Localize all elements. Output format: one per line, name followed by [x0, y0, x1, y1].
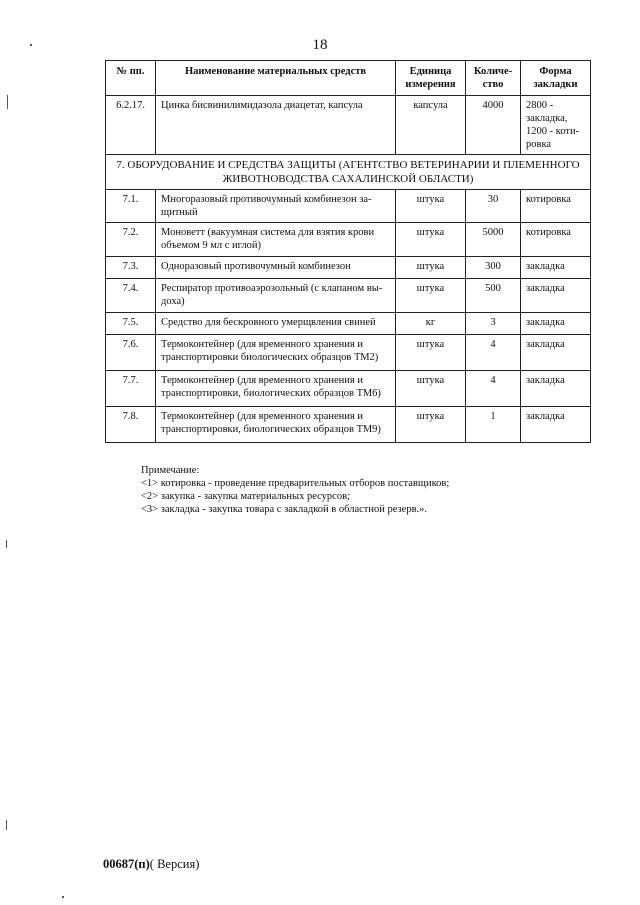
- row-form: котировка: [521, 223, 591, 257]
- table-row: [106, 407, 591, 443]
- row-num: 7.2.: [106, 223, 156, 257]
- row-qty: 30: [466, 190, 521, 223]
- note-item: <1> котировка - проведение предварительных отборов поставщиков;: [141, 478, 450, 489]
- row-num: 7.1.: [106, 190, 156, 223]
- table-row: [106, 190, 591, 223]
- row-form: 2800 - закладка, 1200 - коти-ровка: [521, 96, 591, 155]
- row-name: Термоконтейнер (для временного хранения и транспортировки, биологических образцов ТМ9): [156, 407, 396, 443]
- table-row: [106, 371, 591, 407]
- section-row: [106, 155, 591, 190]
- scan-mark: [30, 44, 32, 46]
- table-row: [106, 257, 591, 279]
- header-form: Форма закладки: [521, 61, 591, 96]
- section-heading: 7. ОБОРУДОВАНИЕ И СРЕДСТВА ЗАЩИТЫ (АГЕНТСТВО ВЕТЕРИНАРИИ И ПЛЕМЕННОГО ЖИВОТНОВОДСТВА САХАЛИНСКОЙ ОБЛАСТИ): [106, 155, 591, 190]
- row-qty: 4: [466, 371, 521, 407]
- row-num: 7.6.: [106, 335, 156, 371]
- row-name: Средство для бескровного умерщвления свиней: [156, 313, 396, 335]
- document-code: [103, 857, 199, 872]
- row-unit: штука: [396, 257, 466, 279]
- row-num: 7.7.: [106, 371, 156, 407]
- row-name: Моноветт (вакуумная система для взятия крови объемом 9 мл с иглой): [156, 223, 396, 257]
- row-name: Термоконтейнер (для временного хранения и транспортировки биологических образцов ТМ2): [156, 335, 396, 371]
- notes-block: [141, 464, 601, 516]
- row-qty: 4: [466, 335, 521, 371]
- row-form: закладка: [521, 279, 591, 313]
- row-form: закладка: [521, 257, 591, 279]
- row-form: закладка: [521, 335, 591, 371]
- row-name: Одноразовый противочумный комбинезон: [156, 257, 396, 279]
- table-row: [106, 223, 591, 257]
- row-name: Термоконтейнер (для временного хранения и транспортировки, биологических образцов ТМ6): [156, 371, 396, 407]
- table-row: [106, 279, 591, 313]
- row-unit: штука: [396, 223, 466, 257]
- row-num: 7.5.: [106, 313, 156, 335]
- row-name: Многоразовый противочумный комбинезон за-щитный: [156, 190, 396, 223]
- row-unit: штука: [396, 407, 466, 443]
- notes-title: Примечание:: [141, 465, 200, 476]
- header-unit: Единица измерения: [396, 61, 466, 96]
- row-qty: 4000: [466, 96, 521, 155]
- header-name: Наименование материальных средств: [156, 61, 396, 96]
- row-num: 7.3.: [106, 257, 156, 279]
- row-unit: капсула: [396, 96, 466, 155]
- scan-mark: [7, 95, 8, 109]
- table-row: [106, 313, 591, 335]
- row-name: Респиратор противоаэрозольный (с клапаном вы-доха): [156, 279, 396, 313]
- table-row: [106, 335, 591, 371]
- row-num: 6.2.17.: [106, 96, 156, 155]
- row-qty: 3: [466, 313, 521, 335]
- row-form: закладка: [521, 313, 591, 335]
- header-num: № пп.: [106, 61, 156, 96]
- row-qty: 1: [466, 407, 521, 443]
- row-qty: 500: [466, 279, 521, 313]
- row-num: 7.4.: [106, 279, 156, 313]
- row-form: закладка: [521, 407, 591, 443]
- scan-mark: [6, 820, 7, 830]
- row-name: Цинка бисвинилимидазола диацетат, капсула: [156, 96, 396, 155]
- row-num: 7.8.: [106, 407, 156, 443]
- page-number: 18: [312, 37, 328, 53]
- table-header-row: [106, 61, 591, 96]
- row-unit: штука: [396, 371, 466, 407]
- table-row: [106, 96, 591, 155]
- scan-mark: [62, 896, 64, 898]
- row-unit: кг: [396, 313, 466, 335]
- header-qty: Количе-ство: [466, 61, 521, 96]
- scan-mark: [6, 540, 7, 548]
- row-unit: штука: [396, 279, 466, 313]
- document-code-suffix: ( Версия): [149, 857, 200, 871]
- row-qty: 300: [466, 257, 521, 279]
- row-form: закладка: [521, 371, 591, 407]
- row-unit: штука: [396, 190, 466, 223]
- row-form: котировка: [521, 190, 591, 223]
- note-item: <2> закупка - закупка материальных ресурсов;: [141, 491, 350, 502]
- row-qty: 5000: [466, 223, 521, 257]
- document-code-number: 00687(п): [103, 857, 150, 871]
- materials-table: [105, 60, 591, 443]
- note-item: <3> закладка - закупка товара с закладкой в областной резерв.».: [141, 504, 428, 515]
- row-unit: штука: [396, 335, 466, 371]
